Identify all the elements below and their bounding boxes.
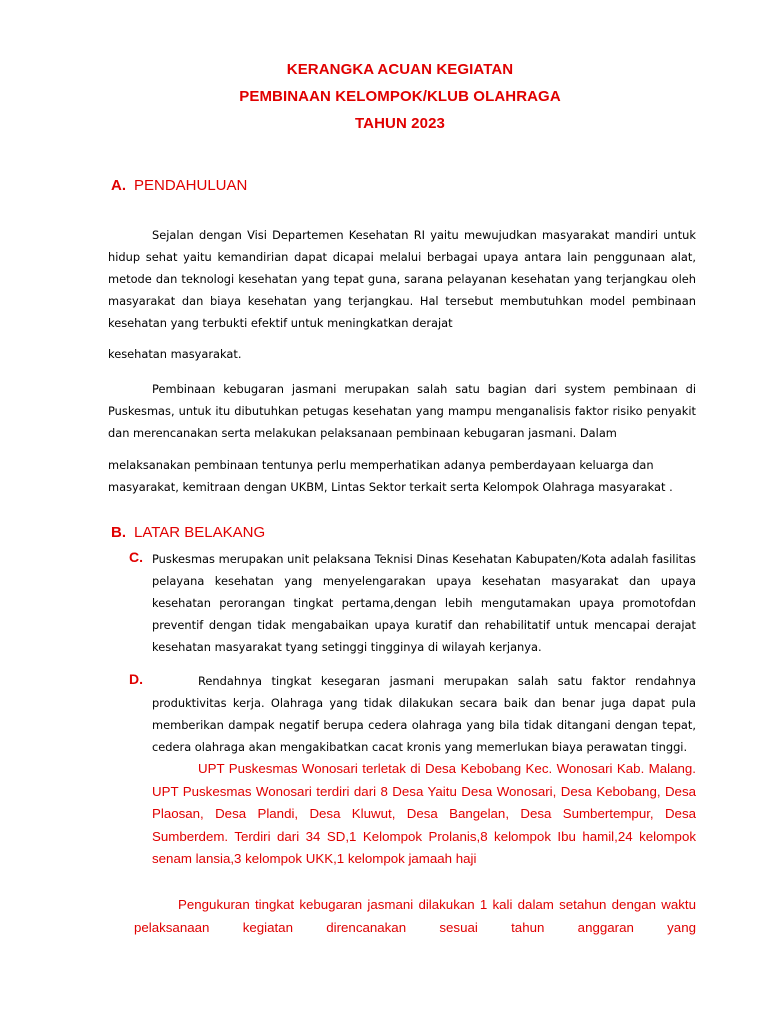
section-a-title: PENDAHULUAN [134,177,248,194]
section-b-label: B. [111,524,126,541]
section-b-title: LATAR BELAKANG [134,524,266,541]
section-a-paragraph-3-line-2: masyarakat, kemitraan dengan UKBM, Lintas Sektor terkait serta Kelompok Olahraga masyarakat . [108,480,673,494]
document-title-line-3: TAHUN 2023 [355,115,445,132]
document-title-line-2: PEMBINAAN KELOMPOK/KLUB OLAHRAGA [239,88,561,105]
list-item-c-text: Puskesmas merupakan unit pelaksana Teknisi Dinas Kesehatan Kabupaten/Kota adalah fasilitas pelayana kesehatan yang menyelengarakan upaya kesehatan masyarakat dan upaya kesehatan perorangan tingkat pertama,dengan lebih mengutamakan upaya promotofdan preventif dengan tidak mengabaikan upaya kuratif dan rehabilitatif untuk mencapai derajat kesehatan masyarakat tyang setinggi tingginya di wilayah kerjanya. [152,552,696,655]
section-b-heading [111,524,265,541]
document-title-line-1: KERANGKA ACUAN KEGIATAN [286,61,514,78]
section-a-paragraph-1: Sejalan dengan Visi Departemen Kesehatan RI yaitu mewujudkan masyarakat mandiri untuk hidup sehat yaitu kemandirian dapat dicapai melalui berbagai upaya antara lain penggunaan alat, metode dan teknologi kesehatan yang tepat guna, sarana pelayanan kesehatan yang terjangkau oleh masyarakat dan biaya kesehatan yang terjangkau. Hal tersebut membutuhkan model pembinaan kesehatan yang terbukti efektif untuk meningkatkan derajat [108,228,696,331]
section-b-red-paragraph-2: Pengukuran tingkat kebugaran jasmani dilakukan 1 kali dalam setahun dengan waktu pelaksanaan kegiatan direncanakan sesuai tahun anggaran yang [134,897,696,935]
list-marker-c: C. [129,549,143,565]
section-a-paragraph-1-continuation: kesehatan masyarakat. [108,347,242,361]
section-a-paragraph-3-line-1: melaksanakan pembinaan tentunya perlu memperhatikan adanya pemberdayaan keluarga dan [108,458,654,472]
section-b-red-paragraph-1: UPT Puskesmas Wonosari terletak di Desa Kebobang Kec. Wonosari Kab. Malang. UPT Puskesmas Wonosari terdiri dari 8 Desa Yaitu Desa Wonosari, Desa Kebobang, Desa Plaosan, Desa Plandi, Desa Kluwut, Desa Bangelan, Desa Sumbertempur, Desa Sumberdem. Terdiri dari 34 SD,1 Kelompok Prolanis,8 kelompok Ibu hamil,24 kelompok senam lansia,3 kelompok UKK,1 kelompok jamaah haji [152,761,696,866]
list-item-d-text: Rendahnya tingkat kesegaran jasmani merupakan salah satu faktor rendahnya produktivitas kerja. Olahraga yang tidak dilakukan secara baik dan benar juga dapat pula memberikan dampak negatif berupa cedera olahraga yang bila tidak ditangani dengan tepat, cedera olahraga akan mengakibatkan cacat kronis yang memerlukan biaya perawatan tinggi. [152,674,696,755]
list-marker-d: D. [129,671,143,687]
section-a-label: A. [111,177,126,194]
section-a-paragraph-2: Pembinaan kebugaran jasmani merupakan salah satu bagian dari system pembinaan di Puskesmas, untuk itu dibutuhkan petugas kesehatan yang mampu menganalisis faktor risiko penyakit dan merencanakan serta melakukan pelaksanaan pembinaan kebugaran jasmani. Dalam [108,382,696,441]
section-a-heading [111,177,247,194]
